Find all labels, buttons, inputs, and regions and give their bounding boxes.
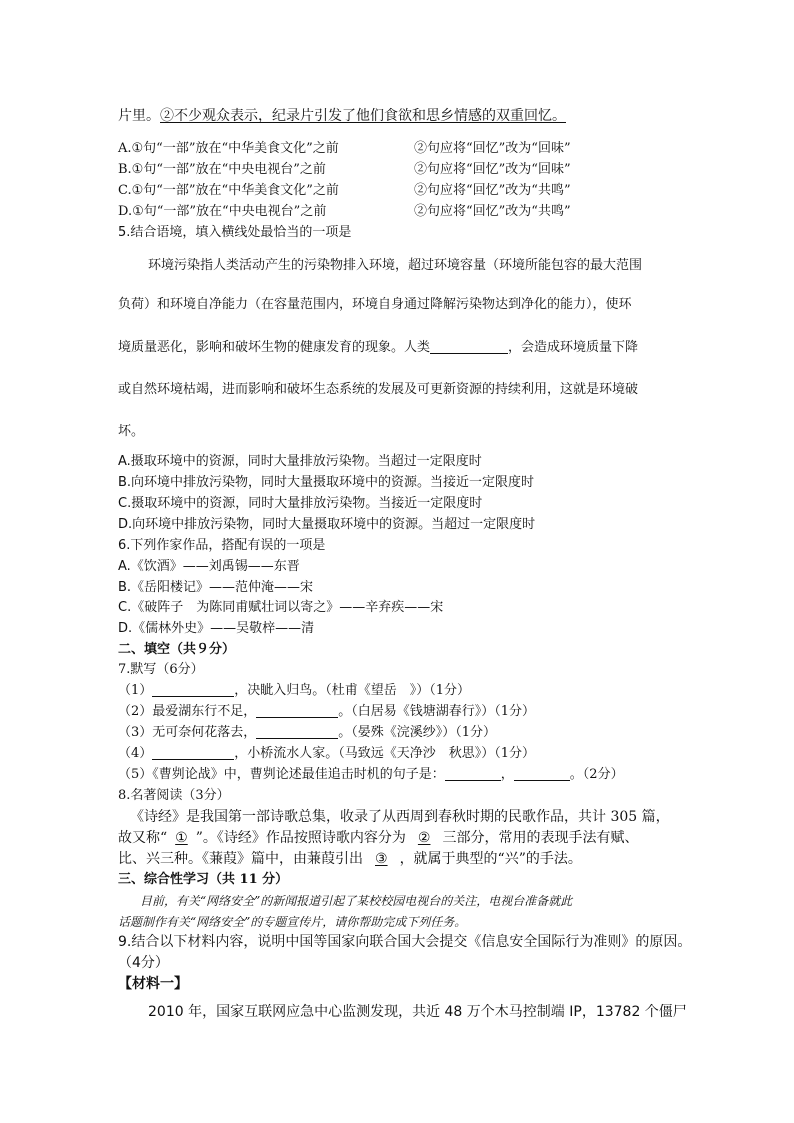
q5-para-line1: 环境污染指人类活动产生的污染物排入环境，超过环境容量（环境所能包容的最大范围 [148, 258, 643, 273]
q7-stem: 7.默写（6分） [118, 662, 204, 677]
q5-para-line4: 或自然环境枯竭，进而影响和破坏生态系统的发展及可更新资源的持续利用，这就是环境破 [118, 382, 639, 397]
q6-stem: 6.下列作家作品，搭配有误的一项是 [118, 538, 326, 553]
q5-stem: 5.结合语境，填入横线处最恰当的一项是 [118, 225, 352, 240]
q8-stem: 8.名著阅读（3分） [118, 788, 230, 803]
q4-option-c: C.①句“一部”放在“中华美食文化”之前 ②句应将“回忆”改为“共鸣” [118, 183, 571, 198]
top-line-b: ②不少观众表示，纪录片引发了他们食欲和思乡情感的双重回忆。 [160, 108, 566, 124]
q9-stem: 9.结合以下材料内容，说明中国等国家向联合国大会提交《信息安全国际行为准则》的原因。 [118, 934, 692, 950]
q6-option-c: C.《破阵子 为陈同甫赋壮词以寄之》——辛弃疾——宋 [118, 600, 444, 615]
q9-score: （4分） [118, 955, 169, 971]
material-1-heading: 【材料一】 [118, 976, 188, 992]
q5-para-line5: 坏。 [118, 424, 145, 439]
q5-option-c: C.摄取环境中的资源，同时大量排放污染物。当接近一定限度时 [118, 496, 483, 511]
q8-line-1: 《诗经》是我国第一部诗歌总集，收录了从西周到春秋时期的民歌作品，共计 305 篇， [130, 809, 670, 825]
q4-option-b: B.①句“一部”放在“中央电视台”之前 ②句应将“回忆”改为“回味” [118, 162, 571, 177]
q7-item-5: （5）《曹刿论战》中，曹刿论述最佳追击时机的句子是： ， 。（2分） [118, 767, 624, 782]
q5-option-a: A.摄取环境中的资源，同时大量排放污染物。当超过一定限度时 [118, 454, 482, 469]
material-1-text: 2010 年，国家互联网应急中心监测发现，共近 48 万个木马控制端 IP，13782 个僵尸 [148, 1004, 687, 1020]
q8-line-2: 故又称“ ① ”。《诗经》作品按照诗歌内容分为 ② 三部分，常用的表现手法有赋、 [118, 830, 639, 846]
q5-answer-blank[interactable] [430, 339, 508, 354]
top-line [118, 107, 566, 125]
q7-item-3: （3）无可奈何花落去， 。（晏殊《浣溪纱》）（1分） [118, 725, 497, 740]
q5-option-d: D.向环境中排放污染物，同时大量摄取环境中的资源。当超过一定限度时 [118, 517, 536, 532]
q6-option-d: D.《儒林外史》——吴敬梓——清 [118, 621, 315, 636]
q6-option-b: B.《岳阳楼记》——范仲淹——宋 [118, 580, 314, 595]
top-line-a: 片里。 [118, 108, 160, 124]
q7-blank-3[interactable] [256, 724, 338, 739]
q7-blank-5a[interactable] [445, 766, 501, 781]
section-3-intro-line1: 目前，有关“网络安全”的新闻报道引起了某校校园电视台的关注，电视台准备就此 [140, 894, 573, 908]
q5-para-line3: 境质量恶化，影响和破坏生物的健康发育的现象。人类 ，会造成环境质量下降 [118, 340, 639, 355]
section-2-title: 二、填空（共９分） [118, 642, 236, 657]
section-3-title: 三、综合性学习（共 11 分） [118, 872, 289, 887]
q7-blank-5b[interactable] [514, 766, 570, 781]
q5-para-line2: 负荷）和环境自净能力（在容量范围内，环境自身通过降解污染物达到净化的能力），使环 [118, 297, 632, 312]
q5-option-b: B.向环境中排放污染物，同时大量摄取环境中的资源。当接近一定限度时 [118, 475, 535, 490]
q7-item-2: （2）最爱湖东行不足， 。（白居易《钱塘湖春行》）（1分） [118, 704, 536, 719]
q6-option-a: A.《饮酒》——刘禹锡——东晋 [118, 559, 300, 574]
q7-blank-2[interactable] [256, 703, 338, 718]
q7-blank-4[interactable] [152, 745, 234, 760]
section-3-intro-line2: 话题制作有关“网络安全”的专题宣传片，请你帮助完成下列任务。 [118, 915, 467, 929]
q8-blank-2[interactable]: ② [417, 830, 431, 846]
q8-blank-3[interactable]: ③ [375, 851, 388, 867]
q4-option-a: A.①句“一部”放在“中华美食文化”之前 ②句应将“回忆”改为“回味” [118, 141, 571, 156]
q8-blank-1[interactable]: ① [175, 830, 188, 846]
q4-option-d: D.①句“一部”放在“中央电视台”之前 ②句应将“回忆”改为“共鸣” [118, 204, 571, 219]
q8-line-3: 比、兴三种。《蒹葭》篇中，由蒹葭引出 ③ ，就属于典型的“兴”的手法。 [118, 851, 582, 867]
q7-item-4: （4） ，小桥流水人家。（马致远《天净沙 秋思》）（1分） [118, 746, 536, 761]
q7-blank-1[interactable] [152, 682, 234, 697]
q7-item-1: （1） ，决眦入归鸟。（杜甫《望岳 》）（1分） [118, 683, 471, 698]
